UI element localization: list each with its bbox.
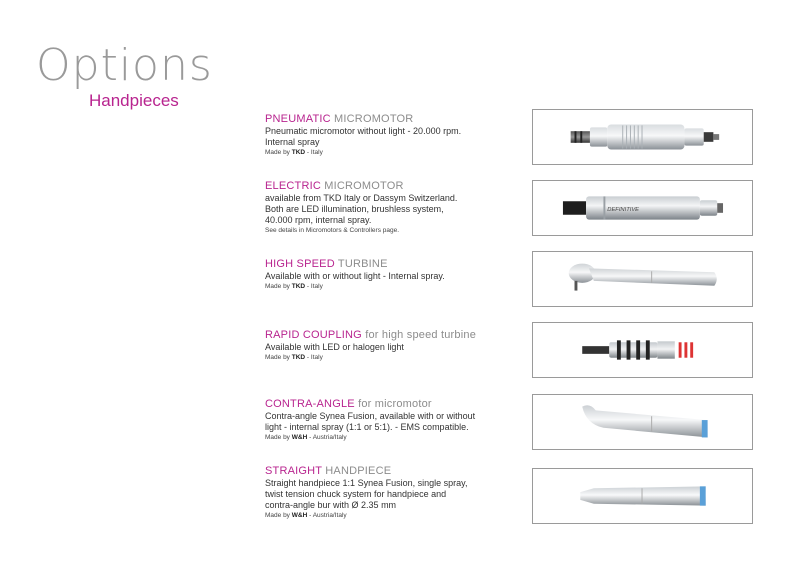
straight-handpiece-image: [533, 469, 752, 523]
description-line: Available with or without light - Internal spray.: [265, 271, 445, 281]
straight-handpiece-photo: [532, 468, 753, 524]
maker-prefix: Made by: [265, 512, 290, 519]
option-note: See details in Micromotors & Controllers page.: [265, 227, 400, 234]
option-name-rest: HANDPIECE: [325, 465, 392, 477]
maker-prefix: Made by: [265, 434, 290, 441]
option-name-highlight: ELECTRIC: [265, 180, 321, 192]
description-line: Pneumatic micromotor without light - 20.000 rpm.: [265, 126, 462, 136]
option-description: [265, 126, 525, 148]
maker-name: TKD: [291, 149, 306, 156]
description-line: Internal spray: [265, 137, 320, 147]
maker-suffix: - Italy: [306, 354, 323, 361]
pneumatic-micromotor-image: [533, 110, 752, 164]
option-name-highlight: CONTRA-ANGLE: [265, 398, 355, 410]
maker-prefix: Made by: [265, 283, 290, 290]
description-line: Contra-angle Synea Fusion, available with or without: [265, 411, 476, 421]
description-line: twist tension chuck system for handpiece and: [265, 489, 447, 499]
electric-micromotor-image: [533, 181, 752, 235]
option-name-highlight: HIGH SPEED: [265, 258, 335, 270]
option-name-highlight: RAPID COUPLING: [265, 329, 362, 341]
electric-micromotor-photo: [532, 180, 753, 236]
maker-name: W&H: [291, 512, 308, 519]
product-label: DEFINITIVE: [607, 206, 640, 213]
description-line: 40.000 rpm, internal spray.: [265, 215, 372, 225]
high-speed-turbine-photo: [532, 251, 753, 307]
maker-name: W&H: [291, 434, 308, 441]
maker-prefix: Made by: [265, 149, 290, 156]
option-name-rest: MICROMOTOR: [334, 113, 414, 125]
description-line: Both are LED illumination, brushless system,: [265, 204, 444, 214]
contra-angle-image: [533, 395, 752, 449]
maker-name: TKD: [291, 354, 306, 361]
rapid-coupling-image: [533, 323, 752, 377]
page-subtitle: Handpieces: [89, 91, 179, 110]
maker-name: TKD: [291, 283, 306, 290]
option-description: [265, 342, 525, 353]
description-line: Straight handpiece 1:1 Synea Fusion, single spray,: [265, 478, 468, 488]
maker-prefix: Made by: [265, 354, 290, 361]
maker-suffix: - Italy: [306, 283, 323, 290]
option-description: [265, 193, 525, 226]
option-description: [265, 478, 525, 511]
maker-suffix: - Austria/Italy: [309, 434, 347, 441]
high-speed-turbine-image: [533, 252, 752, 306]
contra-angle-photo: [532, 394, 753, 450]
pneumatic-micromotor-photo: [532, 109, 753, 165]
page-title: Options: [36, 40, 213, 91]
option-name-highlight: STRAIGHT: [265, 465, 323, 477]
description-line: light - internal spray (1:1 or 5:1). - EMS compatible.: [265, 422, 469, 432]
description-line: contra-angle bur with Ø 2.35 mm: [265, 500, 397, 510]
description-line: Available with LED or halogen light: [265, 342, 404, 352]
option-name-rest: for micromotor: [358, 398, 432, 410]
rapid-coupling-photo: [532, 322, 753, 378]
option-description: [265, 411, 525, 433]
description-line: available from TKD Italy or Dassym Switzerland.: [265, 193, 458, 203]
maker-suffix: - Italy: [306, 149, 323, 156]
option-name-rest: TURBINE: [337, 258, 388, 270]
option-name-highlight: PNEUMATIC: [265, 113, 331, 125]
option-name-rest: MICROMOTOR: [324, 180, 404, 192]
option-description: [265, 271, 525, 282]
option-name-rest: for high speed turbine: [365, 329, 477, 341]
maker-suffix: - Austria/Italy: [309, 512, 347, 519]
